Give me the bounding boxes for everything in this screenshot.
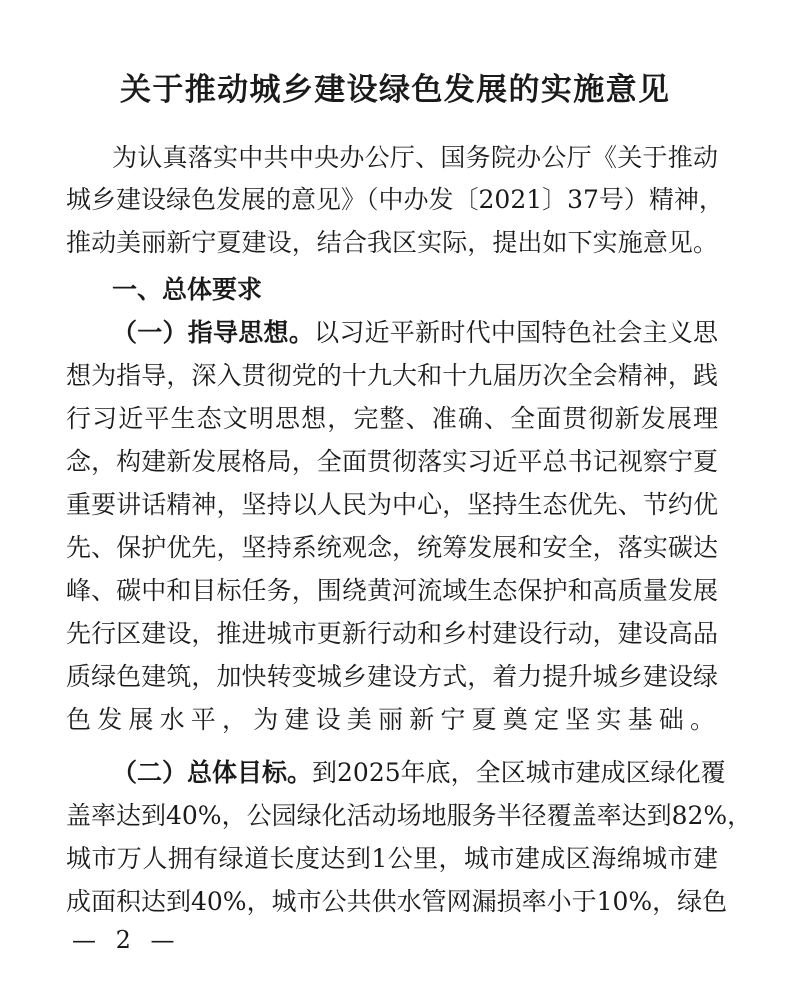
text-line: 想为指导，深入贯彻党的十九大和十九届历次全会精神，践 — [66, 361, 718, 390]
text-line: 重要讲话精神，坚持以人民为中心，坚持生态优先、节约优 — [66, 490, 718, 519]
text-line: 城市万人拥有绿道长度达到1公里，城市建成区海绵城市建 — [66, 844, 718, 873]
text-line: 成面积达到40%，城市公共供水管网漏损率小于10%，绿色 — [66, 887, 728, 916]
text-line: 盖率达到40%，公园绿化活动场地服务半径覆盖率达到82%， — [66, 801, 753, 830]
paragraph-lead: （二）总体目标。 — [112, 758, 313, 787]
paragraph-lead: （一）指导思想。 — [112, 318, 315, 347]
text-line: 城乡建设绿色发展的意见》（中办发〔2021〕37号）精神， — [66, 185, 724, 214]
text-span: 以习近平新时代中国特色社会主义思 — [314, 318, 718, 347]
text-line: 先行区建设，推进城市更新行动和乡村建设行动，建设高品 — [66, 619, 718, 648]
text-line: 推动美丽新宁夏建设，结合我区实际，提出如下实施意见。 — [66, 228, 718, 257]
text-line: 念，构建新发展格局，全面贯彻落实习近平总书记视察宁夏 — [66, 447, 718, 476]
text-line: 质绿色建筑，加快转变城乡建设方式，着力提升城乡建设绿 — [66, 662, 718, 691]
text-line: 色发展水平，为建设美丽新宁夏奠定坚实基础。 — [66, 705, 722, 734]
section-heading: 一、总体要求 — [112, 275, 263, 304]
page-number: — 2 — — [72, 926, 181, 954]
text-span: 到2025年底，全区城市建成区绿化覆 — [312, 758, 726, 787]
text-line — [112, 318, 718, 348]
text-line — [112, 758, 726, 788]
document-title: 关于推动城乡建设绿色发展的实施意见 — [120, 72, 670, 108]
text-line: 为认真落实中共中央办公厅、国务院办公厅《关于推动 — [112, 143, 718, 172]
text-line: 峰、碳中和目标任务，围绕黄河流域生态保护和高质量发展 — [66, 576, 718, 605]
text-line: 行习近平生态文明思想，完整、准确、全面贯彻新发展理 — [66, 404, 718, 433]
text-line: 先、保护优先，坚持系统观念，统筹发展和安全，落实碳达 — [66, 533, 718, 562]
